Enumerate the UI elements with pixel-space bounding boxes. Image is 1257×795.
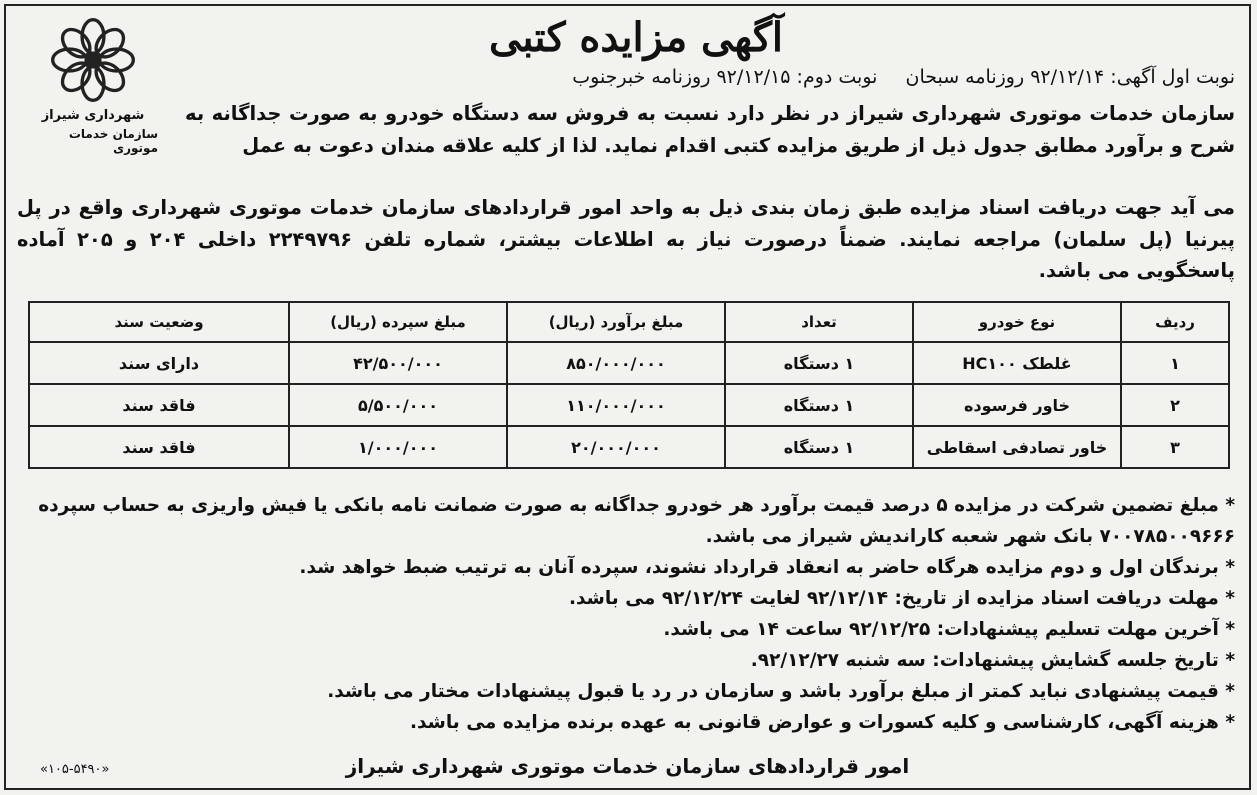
second-round: نوبت دوم: ۹۲/۱۲/۱۵ روزنامه خبرجنوب bbox=[572, 66, 878, 88]
ad-code: «۱۰۵-۵۴۹۰» bbox=[40, 762, 110, 777]
vehicles-table bbox=[28, 301, 1230, 469]
table-header-row bbox=[29, 302, 1229, 342]
cell-estimate: ۸۵۰/۰۰۰/۰۰۰ bbox=[507, 342, 725, 384]
cell-estimate: ۱۱۰/۰۰۰/۰۰۰ bbox=[507, 384, 725, 426]
header-quantity: تعداد bbox=[725, 302, 913, 342]
cell-row-number: ۱ bbox=[1121, 342, 1229, 384]
table-row bbox=[29, 342, 1229, 384]
condition-submission-deadline: * آخرین مهلت تسلیم پیشنهادات: ۹۲/۱۲/۲۵ ساعت ۱۴ می باشد. bbox=[663, 619, 1235, 640]
cell-vehicle-type: خاور فرسوده bbox=[913, 384, 1121, 426]
cell-row-number: ۲ bbox=[1121, 384, 1229, 426]
first-round: نوبت اول آگهی: ۹۲/۱۲/۱۴ روزنامه سبحان bbox=[905, 66, 1235, 88]
header-deposit: مبلغ سپرده (ریال) bbox=[289, 302, 507, 342]
cell-deposit: ۱/۰۰۰/۰۰۰ bbox=[289, 426, 507, 468]
condition-winners: * برندگان اول و دوم مزایده هرگاه حاضر به انعقاد قرارداد نشوند، سپرده آنان به ترتیب ضبط خواهد شد. bbox=[299, 557, 1235, 578]
condition-document-deadline: * مهلت دریافت اسناد مزایده از تاریخ: ۹۲/۱۲/۱۴ لغایت ۹۲/۱۲/۲۴ می باشد. bbox=[568, 588, 1235, 609]
logo-text-organization: سازمان خدمات موتوری bbox=[68, 127, 158, 155]
intro-paragraph-2: می آید جهت دریافت اسناد مزایده طبق زمان بندی ذیل به واحد امور قراردادهای سازمان خدمات موتوری شهرداری واقع در پل پیرنیا (پل سلمان) مراجعه نمایند. ضمناً درصورت نیاز به اطلاعات بیشتر، شماره تلفن ۲۲۴۹۷۹۶ داخلی ۲۰۴ و ۲۰۵ آماده پاسخگویی می باشد. bbox=[17, 196, 1236, 282]
condition-guarantee: * مبلغ تضمین شرکت در مزایده ۵ درصد قیمت برآورد هر خودرو جداگانه به صورت ضمانت نامه بانکی یا فیش واریزی به حساب سپرده ۷۰۰۷۸۵۰۰۹۶۶۶ بانک شهر شعبه کارانديش شیراز می باشد. bbox=[38, 495, 1235, 547]
cell-document-status: فاقد سند bbox=[29, 384, 289, 426]
table-row bbox=[29, 426, 1229, 468]
logo bbox=[28, 18, 158, 168]
cell-document-status: فاقد سند bbox=[29, 426, 289, 468]
header-vehicle-type: نوع خودرو bbox=[913, 302, 1121, 342]
cell-document-status: دارای سند bbox=[29, 342, 289, 384]
header-document-status: وضعیت سند bbox=[29, 302, 289, 342]
condition-opening-session: * تاریخ جلسه گشایش پیشنهادات: سه شنبه ۹۲/۱۲/۲۷. bbox=[750, 650, 1235, 671]
cell-vehicle-type: خاور تصادفی اسقاطی bbox=[913, 426, 1121, 468]
cell-row-number: ۳ bbox=[1121, 426, 1229, 468]
condition-fees: * هزینه آگهی، کارشناسی و کلیه کسورات و عوارض قانونی به عهده برنده مزایده می باشد. bbox=[409, 712, 1235, 733]
header-estimate: مبلغ برآورد (ریال) bbox=[507, 302, 725, 342]
publication-rounds bbox=[235, 66, 1235, 88]
cell-deposit: ۴۲/۵۰۰/۰۰۰ bbox=[289, 342, 507, 384]
condition-price-rule: * قیمت پیشنهادی نباید کمتر از مبلغ برآورد باشد و سازمان در رد یا قبول پیشنهادات مختار می باشد. bbox=[327, 681, 1235, 702]
cell-deposit: ۵/۵۰۰/۰۰۰ bbox=[289, 384, 507, 426]
intro-paragraph-1: سازمان خدمات موتوری شهرداری شیراز در نظر دارد نسبت به فروش سه دستگاه خودرو به صورت جداگانه به شرح و برآورد مطابق جدول ذیل از طریق مزایده کتبی اقدام نماید. لذا از کلیه علاقه مندان دعوت به عمل bbox=[185, 102, 1235, 157]
cell-quantity: ۱ دستگاه bbox=[725, 384, 913, 426]
cell-estimate: ۲۰/۰۰۰/۰۰۰ bbox=[507, 426, 725, 468]
advertisement-page bbox=[4, 4, 1251, 790]
flower-logo-icon bbox=[51, 18, 135, 102]
cell-quantity: ۱ دستگاه bbox=[725, 426, 913, 468]
logo-text-municipality: شهرداری شیراز bbox=[41, 108, 145, 123]
cell-quantity: ۱ دستگاه bbox=[725, 342, 913, 384]
page-title: آگهی مزایده کتبی bbox=[488, 14, 783, 61]
footer-signature: امور قراردادهای سازمان خدمات موتوری شهرداری شیراز bbox=[345, 754, 910, 778]
header-row-number: ردیف bbox=[1121, 302, 1229, 342]
cell-vehicle-type: غلطک HC۱۰۰ bbox=[913, 342, 1121, 384]
conditions-list bbox=[17, 490, 1235, 738]
table-row bbox=[29, 384, 1229, 426]
